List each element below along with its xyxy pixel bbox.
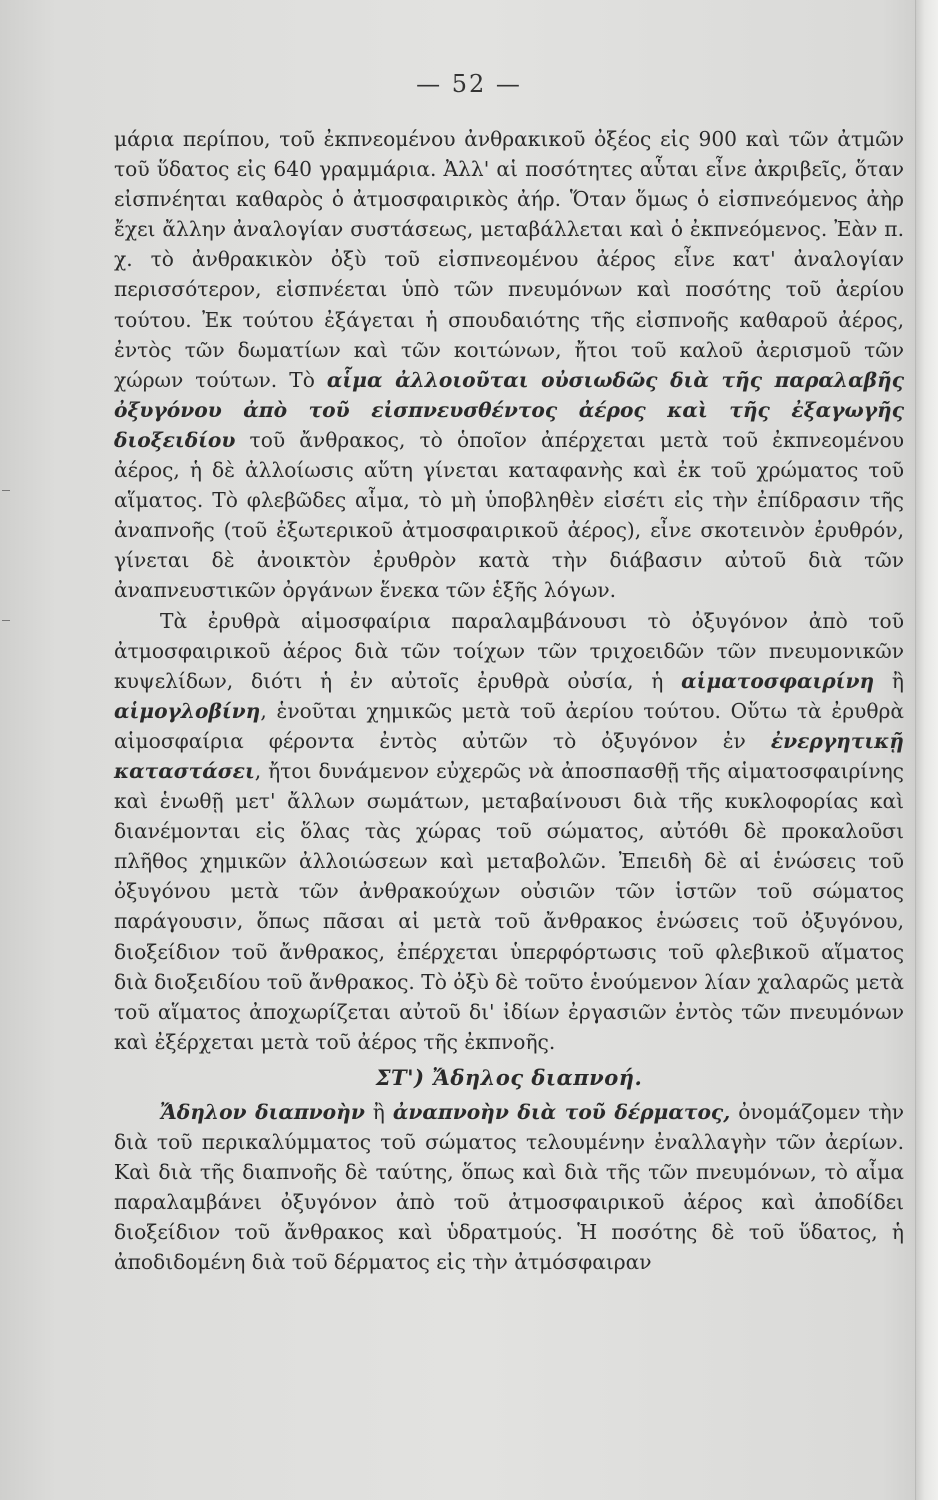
paragraph-3	[114, 1097, 904, 1278]
body-text	[114, 124, 904, 1278]
section-heading: ΣΤ') Ἄδηλος διαπνοή.	[375, 1064, 643, 1090]
page-number: — 52 —	[416, 70, 522, 98]
paragraph-3-text-1: ἢ	[364, 1100, 393, 1124]
paragraph-2-text-4: , ἤτοι δυνάμενον εὐχερῶς νὰ ἀποσπασθῇ τῆς αἱματοσφαιρίνης καὶ ἑνωθῇ μετ' ἄλλων σωμάτων, μεταβαίνουσι διὰ τῆς κυκλοφορίας καὶ διανέμονται εἰς ὅλας τὰς χώρας τοῦ σώματος, αὐτόθι δὲ προκαλοῦσι πλῆθος χημικῶν ἀλλοιώσεων καὶ μεταβολῶν. Ἐπειδὴ δὲ αἱ ἑνώσεις τοῦ ὀξυγόνου μετὰ τῶν ἀνθρακούχων οὐσιῶν τῶν ἱστῶν τοῦ σώματος παράγουσιν, ὅπως πᾶσαι αἱ μετὰ τοῦ ἄνθρακος ἑνώσεις τοῦ ὀξυγόνου, διοξείδιον τοῦ ἄνθρακος, ἐπέρχεται ὑπερφόρτωσις τοῦ φλεβικοῦ αἵματος διὰ διοξειδίου τοῦ ἄνθρακος. Τὸ ὀξὺ δὲ τοῦτο ἑνούμενον λίαν χαλαρῶς μετὰ τοῦ αἵματος ἀποχωρίζεται αὐτοῦ δι' ἰδίων ἐργασιῶν ἐντὸς τῶν πνευμόνων καὶ ἐξέρχεται μετὰ τοῦ ἀέρος τῆς ἐκπνοῆς.	[114, 758, 904, 1054]
paragraph-2-text-3: , ἑνοῦται χημικῶς μετὰ τοῦ ἀερίου τούτου. Οὕτω τὰ ἐρυθρὰ αἱμοσφαίρια φέροντα ἐντὸς αὐτῶν τὸ ὀξυγόνον ἐν	[114, 698, 904, 753]
adjacent-page-edge	[915, 0, 938, 1500]
paragraph-3-emphasis-2: ἀναπνοὴν διὰ τοῦ δέρματος,	[392, 1100, 731, 1124]
paragraph-2-emphasis-1: αἱματοσφαιρίνη	[681, 668, 875, 693]
paragraph-1-text-1: μάρια περίπου, τοῦ ἐκπνεομένου ἀνθρακικοῦ ὀξέος εἰς 900 καὶ τῶν ἀτμῶν τοῦ ὕδατος εἰς 640 γραμμάρια. Ἀλλ' αἱ ποσότητες αὗται εἶνε ἀκριβεῖς, ὅταν εἰσπνέηται καθαρὸς ὁ ἀτμοσφαιρικὸς ἀήρ. Ὅταν ὅμως ὁ εἰσπνεόμενος ἀὴρ ἔχει ἄλλην ἀναλογίαν συστάσεως, μεταβάλλεται καὶ ὁ ἐκπνεόμενος. Ἐὰν π. χ. τὸ ἀνθρακικὸν ὀξὺ τοῦ εἰσπνεομένου ἀέρος εἶνε κατ' ἀναλογίαν περισσότερον, εἰσπνέεται ὑπὸ τῶν πνευμόνων καὶ ποσότης τοῦ ἀερίου τούτου. Ἐκ τούτου ἐξάγεται ἡ σπουδαιότης τῆς εἰσπνοῆς καθαροῦ ἀέρος, ἐντὸς τῶν δωματίων καὶ τῶν κοιτώνων, ἤτοι τοῦ καλοῦ ἀερισμοῦ τῶν χώρων τούτων. Τὸ	[114, 127, 904, 392]
paragraph-2-text-2: ἢ	[874, 668, 904, 693]
paragraph-3-emphasis-1: Ἄδηλον διαπνοὴν	[160, 1100, 365, 1124]
binding-marks	[0, 480, 14, 680]
paragraph-1-emphasis-1: αἷμα ἀλλοιοῦται οὐσιωδῶς διὰ τῆς παραλαβῆς ὀξυγόνου ἀπὸ τοῦ εἰσπνευσθέντος ἀέρος καὶ τῆς ἐξαγωγῆς διοξειδίου	[114, 367, 904, 452]
paragraph-3-text-2: ὀνομάζομεν τὴν διὰ τοῦ περικαλύμματος τοῦ σώματος τελουμένην ἐναλλαγὴν τῶν ἀερίων. Καὶ διὰ τῆς διαπνοῆς δὲ ταύτης, ὅπως καὶ διὰ τῆς τῶν πνευμόνων, τὸ αἷμα παραλαμβάνει ὀξυγόνον ἀπὸ τοῦ ἀτμοσφαιρικοῦ ἀέρος καὶ ἀποδίδει διοξείδιον τοῦ ἄνθρακος καὶ ὑδρατμούς. Ἡ ποσότης δὲ τοῦ ὕδατος, ἡ ἀποδιδομένη διὰ τοῦ δέρματος εἰς τὴν ἀτμόσφαιραν	[114, 1100, 904, 1275]
paragraph-1	[114, 124, 904, 606]
paragraph-1-text-2: τοῦ ἄνθρακος, τὸ ὁποῖον ἀπέρχεται μετὰ τοῦ ἐκπνεομένου ἀέρος, ἡ δὲ ἀλλοίωσις αὕτη γίνεται καταφανὴς καὶ ἐκ τοῦ χρώματος τοῦ αἵματος. Τὸ φλεβῶδες αἷμα, τὸ μὴ ὑποβληθὲν εἰσέτι εἰς τὴν ἐπίδρασιν τῆς ἀναπνοῆς (τοῦ ἐξωτερικοῦ ἀτμοσφαιρικοῦ ἀέρος), εἶνε σκοτεινὸν ἐρυθρόν, γίνεται δὲ ἀνοικτὸν ἐρυθρὸν κατὰ τὴν διάβασιν αὐτοῦ διὰ τῶν ἀναπνευστικῶν ὀργάνων ἕνεκα τῶν ἑξῆς λόγων.	[114, 427, 904, 603]
paragraph-2-emphasis-2: αἱμογλοβίνη	[114, 698, 261, 723]
paragraph-2	[114, 606, 904, 1057]
paragraph-2-text-1: Τὰ ἐρυθρὰ αἱμοσφαίρια παραλαμβάνουσι τὸ ὀξυγόνον ἀπὸ τοῦ ἀτμοσφαιρικοῦ ἀέρος διὰ τῶν τοίχων τῶν τριχοειδῶν τῶν πνευμονικῶν κυψελίδων, διότι ἡ ἐν αὐτοῖς ἐρυθρὰ οὐσία, ἡ	[114, 608, 904, 693]
paragraph-2-emphasis-3: ἐνεργητικῇ καταστάσει	[114, 728, 904, 783]
